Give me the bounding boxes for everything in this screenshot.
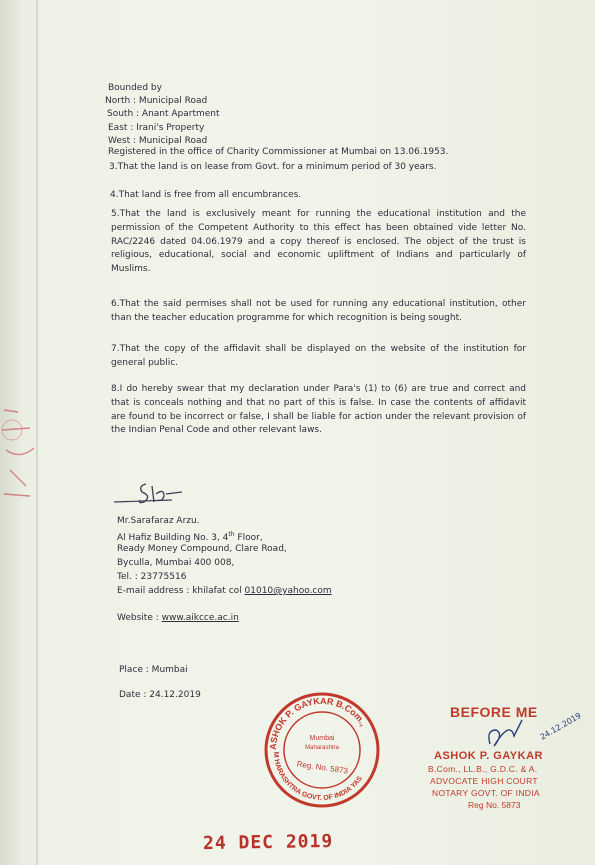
signatory-email: E-mail address : khilafat col 01010@yahoo.com — [117, 586, 332, 596]
boundary-south: South : Anant Apartment — [107, 109, 220, 119]
paragraph-8: 8.I do hereby swear that my declaration under Para's (1) to (6) are true and correct and that is conceals nothing and that no part of this is false. In case the contents of affidavit are found to be incorrect or false, I shall be liable for action under the relevant provision of the Indian Penal Code and other relevant laws. — [111, 384, 526, 436]
notary-qualifications: B.Com., LL.B., G.D.C. & A. — [428, 764, 538, 774]
seal-top-text: ASHOK P. GAYKAR B.Com., — [267, 695, 369, 751]
signatory-address-2: Ready Money Compound, Clare Road, — [117, 544, 287, 554]
website-link[interactable]: www.aikcce.ac.in — [161, 613, 239, 623]
notary-govt: NOTARY GOVT. OF INDIA — [432, 788, 540, 798]
notary-advocate: ADVOCATE HIGH COURT — [430, 776, 538, 786]
seal-bottom-text: M HARASHTRA GOVT. OF INDIA YAS — [271, 751, 364, 803]
email-link[interactable]: 01010@yahoo.com — [244, 586, 332, 596]
signatory-website: Website : www.aikcce.ac.in — [117, 613, 239, 623]
notary-stamp — [420, 698, 590, 823]
notary-reg: Reg No. 5873 — [468, 800, 521, 810]
registration-line: Registered in the office of Charity Commissioner at Mumbai on 13.06.1953. — [108, 147, 449, 157]
signatory-name: Mr.Sarafaraz Arzu. — [117, 516, 200, 526]
paragraph-7: 7.That the copy of the affidavit shall be displayed on the website of the institution for general public. — [111, 344, 526, 368]
place-line: Place : Mumbai — [119, 665, 188, 675]
seal-reg: Reg. No. 5873 — [296, 759, 349, 776]
date-received-stamp: 24 DEC 2019 — [202, 830, 334, 855]
paragraph-3: 3.That the land is on lease from Govt. for a minimum period of 30 years. — [109, 162, 437, 172]
boundary-north: North : Municipal Road — [105, 96, 208, 106]
date-line: Date : 24.12.2019 — [119, 690, 201, 700]
boundary-west: West : Municipal Road — [108, 136, 208, 146]
paragraph-6: 6.That the said permises shall not be used for running any educational institution, other than the teacher education programme for which recognition is being sought. — [111, 299, 526, 323]
signatory-address-3: Byculla, Mumbai 400 008, — [117, 558, 235, 568]
notary-handwriting — [480, 700, 590, 752]
notary-round-seal — [262, 690, 382, 810]
paragraph-5: 5.That the land is exclusively meant for running the educational institution and the permission of the Competent Authority to this effect has been obtained vide letter No. RAC/2246 dated 04.06.1979 and a copy thereof is enclosed. The object of the trust is religious, educational, social and economic upliftment of Indians and particularly of Muslims. — [111, 209, 526, 275]
signatory-tel: Tel. : 23775516 — [117, 572, 187, 582]
notary-name: ASHOK P. GAYKAR — [434, 750, 543, 762]
signatory-address-1: Al Hafiz Building No. 3, 4th Floor, — [117, 531, 263, 543]
before-me-text: BEFORE ME — [450, 704, 538, 720]
seal-city: Mumbai — [309, 735, 335, 742]
paragraph-4: 4.That land is free from all encumbrances. — [110, 190, 302, 200]
handwritten-signature — [112, 474, 202, 510]
bounded-heading: Bounded by — [108, 83, 162, 93]
boundary-east: East : Irani's Property — [108, 123, 205, 133]
notary-handwritten-date: 24.12.2019 — [538, 711, 583, 742]
margin-stamp-fragment — [0, 390, 40, 520]
seal-state: Maharashtra — [305, 745, 339, 751]
